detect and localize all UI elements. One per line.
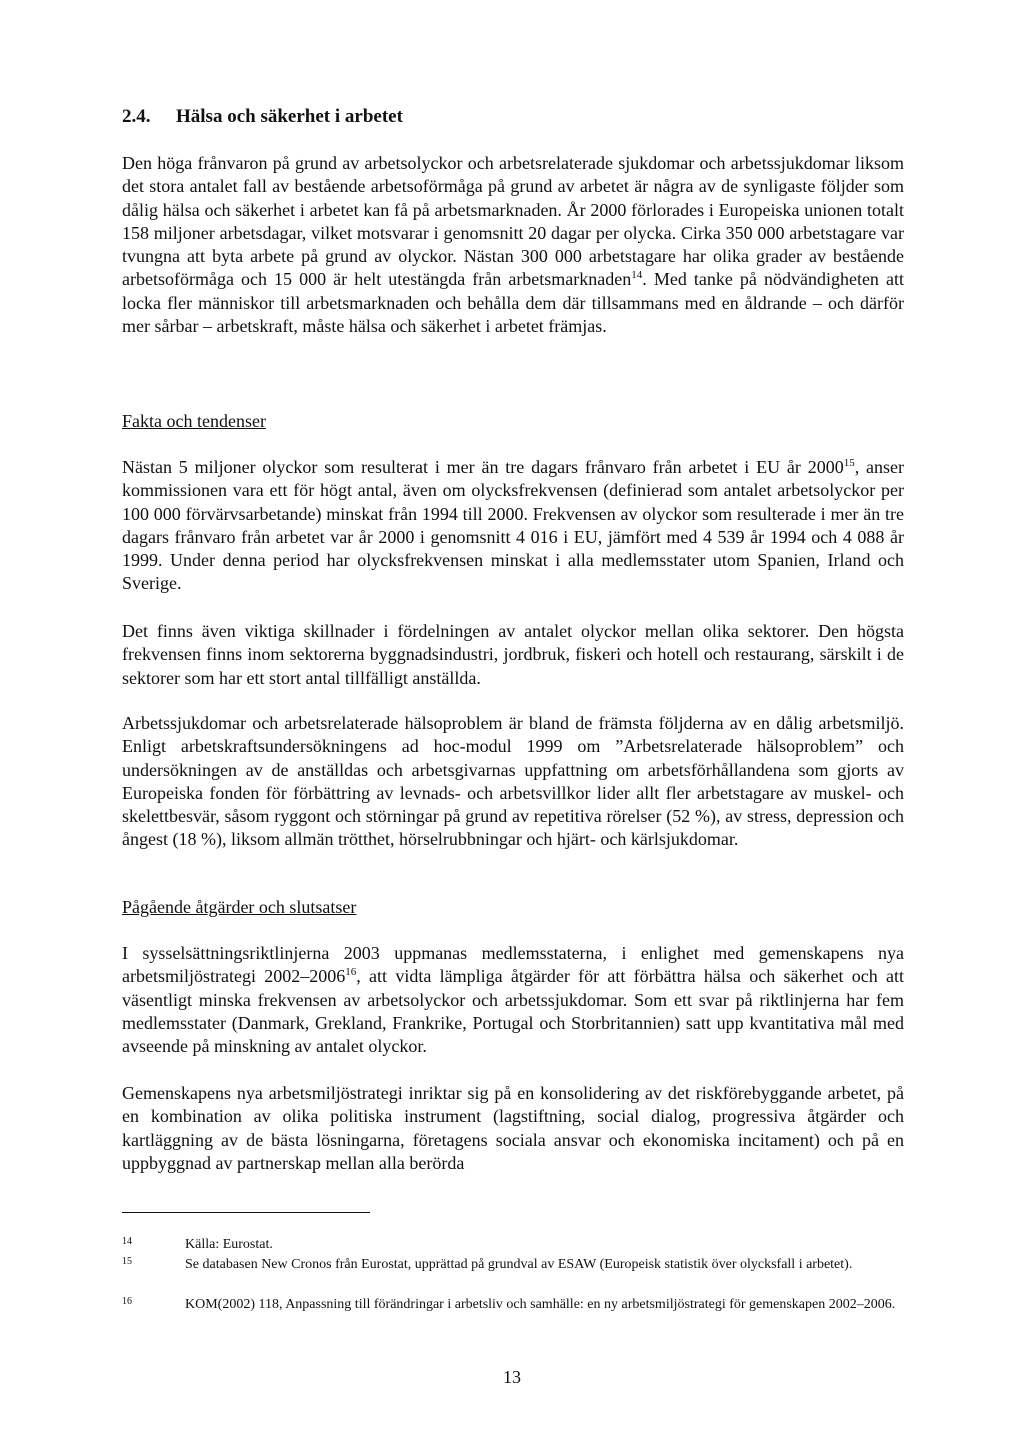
facts-p1-tail: , anser kommissionen vara ett för högt antal, även om olycksfrekvensen (definierad som antalet arbetsolyckor per 100 000 förvärvsarbetande) minskat från 1994 till 2000. Frekvensen av olyckor som resulterade i mer än tre dagars frånvaro från arbetet var år 2000 i genomsnitt 4 016 i EU, jämfört med 4 539 år 1994 och 4 088 år 1999. Under denna period har olycksfrekvensen minskat i alla medlemsstater utom Spanien, Irland och Sverige.: [122, 457, 904, 594]
footnote-text: Se databasen New Cronos från Eurostat, upprättad på grundval av ESAW (Europeisk statistik över olycksfall i arbetet).: [185, 1257, 853, 1272]
ongoing-paragraph-1: [122, 942, 904, 1058]
intro-text: Den höga frånvaron på grund av arbetsolyckor och arbetsrelaterade sjukdomar och arbetssjukdomar liksom det stora antalet fall av bestående arbetsoförmåga på grund av arbetet är några av de synligaste följder som dålig hälsa och säkerhet i arbetet kan få på arbetsmarknaden. År 2000 förlorades i Europeiska unionen totalt 158 miljoner arbetsdagar, vilket motsvarar i genomsnitt 20 dagar per olycka. Cirka 350 000 arbetstagare var tvungna att byta arbete på grund av olyckor. Nästan 300 000 arbetstagare har olika grader av bestående arbetsoförmåga och 15 000 är helt utestängda från arbetsmarknaden: [122, 153, 904, 290]
footnote-number: 16: [122, 1296, 132, 1307]
footnote-number: 14: [122, 1236, 132, 1247]
footnote-14: [122, 1236, 904, 1254]
intro-text-tail: . Med tanke på nödvändigheten att locka fler människor till arbetsmarknaden och behålla dem där tillsammans med en åldrande – och därför mer sårbar – arbetskraft, måste hälsa och säkerhet i arbetet främjas.: [122, 269, 904, 337]
footnote-15: [122, 1256, 904, 1274]
ongoing-heading: Pågående åtgärder och slutsatser: [122, 897, 357, 917]
ongoing-p1-text: I sysselsättningsriktlinjerna 2003 uppmanas medlemsstaterna, i enlighet med gemenskapens nya arbetsmiljöstrategi 2002–2006: [122, 943, 904, 987]
intro-paragraph: [122, 152, 904, 338]
page-number: 13: [503, 1367, 521, 1387]
footnote-separator: [122, 1212, 370, 1213]
ongoing-p1-tail: , att vidta lämpliga åtgärder för att förbättra hälsa och säkerhet och att väsentligt minska frekvensen av arbetsolyckor och arbetssjukdomar. Som ett svar på riktlinjerna har fem medlemsstater (Danmark, Grekland, Frankrike, Portugal och Storbritannien) satt upp kvantitativa mål med avseende på minskning av antalet olyckor.: [122, 966, 904, 1057]
footnote-ref-15[interactable]: 15: [843, 457, 855, 469]
facts-p1-text: Nästan 5 miljoner olyckor som resulterat i mer än tre dagars frånvaro från arbetet i EU år 2000: [122, 457, 844, 477]
footnote-16: [122, 1296, 904, 1314]
section-heading: [122, 106, 403, 128]
footnote-ref-14[interactable]: 14: [631, 269, 643, 282]
facts-paragraph-1: [122, 456, 904, 596]
ongoing-paragraph-2: Gemenskapens nya arbetsmiljöstrategi inriktar sig på en konsolidering av det riskförebyggande arbetet, på en kombination av olika politiska instrument (lagstiftning, social dialog, progressiva åtgärder och kartläggning av de bästa lösningarna, företagens sociala ansvar och ekonomiska incitament) och på en uppbyggnad av partnerskap mellan alla berörda: [122, 1083, 904, 1173]
section-number: 2.4.: [122, 106, 151, 127]
facts-paragraph-2: Det finns även viktiga skillnader i fördelningen av antalet olyckor mellan olika sektorer. Den högsta frekvensen finns inom sektorerna byggnadsindustri, jordbruk, fiskeri och hotell och restaurang, särskilt i de sektorer som har ett stort antal tillfälligt anställda.: [122, 621, 904, 688]
facts-paragraph-3: Arbetssjukdomar och arbetsrelaterade hälsoproblem är bland de främsta följderna av en dålig arbetsmiljö. Enligt arbetskraftsundersökningens ad hoc-modul 1999 om ”Arbetsrelaterade hälsoproblem” och undersökningen av de anställdas och arbetsgivarnas uppfattning om arbetsförhållandena som gjorts av Europeiska fonden för förbättring av levnads- och arbetsvillkor lider allt fler arbetstagare av muskel- och skelettbesvär, såsom ryggont och störningar på grund av repetitiva rörelser (52 %), av stress, depression och ångest (18 %), liksom allmän trötthet, hörselrubbningar och hjärt- och kärlsjukdomar.: [122, 713, 904, 850]
section-title: Hälsa och säkerhet i arbetet: [176, 106, 403, 127]
footnote-number: 15: [122, 1256, 132, 1267]
facts-heading: Fakta och tendenser: [122, 411, 266, 431]
footnote-ref-16[interactable]: 16: [345, 966, 357, 979]
footnote-text: Källa: Eurostat.: [185, 1237, 273, 1252]
footnote-text: KOM(2002) 118, Anpassning till förändringar i arbetsliv och samhälle: en ny arbetsmiljöstrategi för gemenskapen 2002–2006.: [185, 1297, 896, 1312]
